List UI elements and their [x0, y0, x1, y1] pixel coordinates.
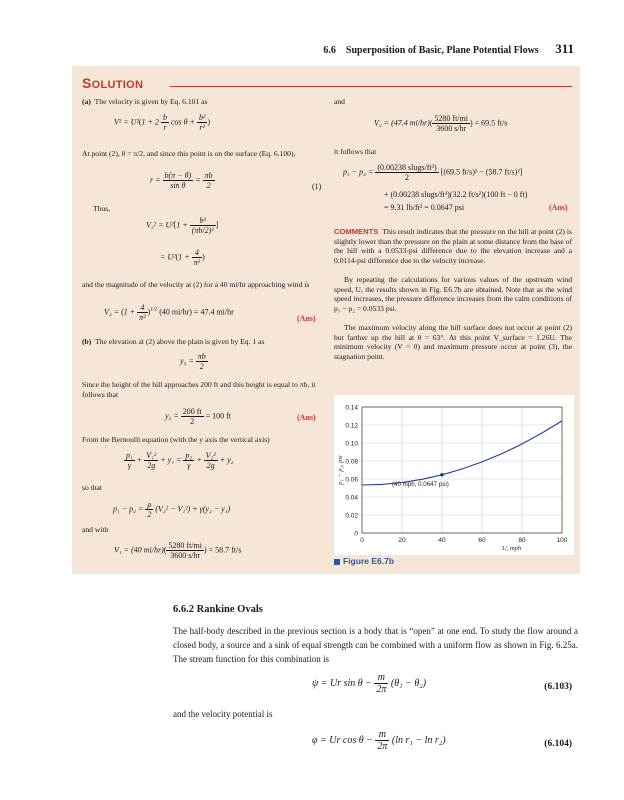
- caption-square-icon: [334, 559, 340, 565]
- dp-numeric-eq-3: = 9.31 lb/ft² = 0.0647 psi: [384, 203, 465, 212]
- answer-dp: (Ans): [549, 203, 568, 212]
- y2-value-eq: y₂ = $\frac{200 ft}{2}$ = 100 ft: [165, 407, 232, 426]
- eq1-label: (1): [312, 182, 322, 191]
- v2-squared-eq: V₂² = U²[1 + $\frac{\text{b²}}{\text{(πb/2)²}}$ ]: [146, 216, 219, 235]
- x-tick-label: 60: [478, 537, 486, 544]
- x-axis-label: U, mph: [502, 545, 522, 552]
- bernoulli-text: From the Bernoulli equation (with the y axis the vertical axis): [82, 435, 270, 444]
- data-marker-point: [440, 473, 444, 477]
- y-tick-label: 0: [354, 530, 358, 538]
- x-tick-label: 40: [438, 537, 446, 544]
- eq-6-104: φ = Ur cos θ − $\frac{m}{2\pi}$ (ln r₁ − ln r₂): [312, 729, 446, 752]
- since-text: Since the height of the hill approaches 200 ft and this height is equal to πb, it follows that: [82, 380, 316, 399]
- y-tick-label: 0.08: [345, 458, 358, 466]
- velocity-eq: V² = U²(1 + 2 $\frac{b}{r}$ cos θ + $\frac{\text{b²}}{\text{r²}}$ ): [114, 113, 211, 132]
- chart-background: [334, 395, 574, 555]
- data-marker-label: (40 mph, 0.0647 psi): [392, 480, 449, 488]
- part-b-text: (b) The elevation at (2) above the plain is given by Eq. 1 as: [82, 337, 265, 346]
- y-axis-label: p₁ − p₂, psi: [337, 455, 344, 485]
- magnitude-text: and the magnitude of the velocity at (2) for a 40 mi/hr approaching wind is: [82, 280, 310, 289]
- solution-title: SOLUTION: [82, 75, 144, 91]
- dp-numeric-eq-1: p₁ − p₂ = $\frac{\text{(0.00238 slugs/ft³)}}{2}$ [(69.5 ft/s)² − (58.7 ft/s)²]: [343, 163, 523, 182]
- answer-y2: (Ans): [297, 413, 316, 422]
- bernoulli-eq: $\frac{\text{p₁}}{\gamma}$ + $\frac{\text{V₁²}}{2g}$ + y₁ = $\frac{\text{p₂}}{\gamma}$ + $\frac{\text{V₂²}}{2g}$ + y₂: [126, 451, 234, 470]
- pressure-chart: [334, 395, 574, 555]
- solution-rule: [170, 86, 572, 87]
- dp-numeric-eq-2: + (0.00238 slugs/ft³)(32.2 ft/s²)(100 ft − 0 ft): [384, 190, 528, 199]
- section-para-2: and the velocity potential is: [173, 709, 273, 719]
- running-header: [323, 41, 574, 57]
- thus-text: Thus,: [93, 204, 111, 213]
- radius-eq: r = $\frac{b(\pi - \theta)}{\text{sin θ}}$ = $\frac{\pi b}{2}$: [150, 171, 213, 190]
- v2-squared-eq-2: = U²(1 + $\frac{4}{\text{π²}}$ ): [160, 248, 205, 267]
- y-tick-label: 0.04: [345, 494, 358, 502]
- figure-caption: Figure E6.7b: [334, 556, 394, 566]
- comments-p2: By repeating the calculations for various values of the upstream wind speed, U, the results shown in Fig. E6.7b are obtained. Note that as the wind speed increases, the pressure difference increases from the calm conditions of p₁ − p₂ = 0.0533 psi.: [334, 275, 572, 313]
- x-tick-label: 0: [360, 537, 364, 544]
- y-tick-label: 0.14: [345, 404, 358, 412]
- y-tick-label: 0.10: [345, 440, 358, 448]
- part-a-text: (a) The velocity is given by Eq. 6.101 as: [82, 97, 208, 106]
- comments-p1: COMMENTS This result indicates that the pressure on the hill at point (2) is slightly lower than the pressure on the plain at some distance from the base of the hill with a 0.0533-psi difference due to the elevation increase and a 0.0114-psi difference due to the velocity increase.: [334, 227, 573, 265]
- header-section-title: Superposition of Basic, Plane Potential Flows: [345, 45, 539, 56]
- pressure-diff-eq: p₁ − p₂ = $\frac{\rho}{2}$ (V₂² − V₁²) + γ(y₂ − y₁): [113, 500, 231, 519]
- eq-6-103: ψ = Ur sin θ − $\frac{m}{2\pi}$ (θ₁ − θ₂): [312, 672, 427, 695]
- and-text: and: [334, 97, 345, 106]
- y2-eq: y₂ = $\frac{\pi b}{2}$: [180, 352, 206, 371]
- y-tick-label: 0.06: [345, 476, 358, 484]
- and-with-text: and with: [82, 525, 109, 534]
- follows-text: it follows that: [334, 147, 377, 156]
- x-tick-label: 20: [398, 537, 406, 544]
- v1-eq: V₁ = (40 mi/hr)( $\frac{5280 ft/mi}{3600 s/hr}$ ) = 58.7 ft/s: [114, 541, 242, 560]
- page-number: 311: [555, 41, 574, 56]
- y-tick-label: 0.12: [345, 422, 358, 430]
- so-that-text: so that: [82, 483, 103, 492]
- eq-6-104-label: (6.104): [544, 739, 572, 749]
- v2-fts-eq: V₂ = (47.4 mi/hr)( $\frac{5280 ft/mi}{3600 s/hr}$ ) = 69.5 ft/s: [374, 114, 508, 133]
- at-point-text: At point (2), θ = π/2, and since this point is on the surface (Eq. 6.100),: [82, 149, 296, 158]
- comments-p3: The maximum velocity along the hill surface does not occur at point (2) but farther up the hill at θ = 63°. At this point V_surface = 1.26U. The minimum velocity (V = 0) and maximum pressure occur at point (3), the stagnation point.: [334, 323, 572, 361]
- v2-result-eq: V₂ = (1 + $\frac{4}{\text{π²}}$ )$^{1/2}$ (40 mi/hr) = 47.4 mi/hr: [104, 303, 234, 322]
- x-tick-label: 100: [556, 537, 568, 544]
- eq-6-103-label: (6.103): [544, 682, 572, 692]
- section-para-1: The half-body described in the previous section is a body that is “open” at one end. To study the flow around a closed body, a source and a sink of equal strength can be combined with a uniform flow as shown in Fig. 6.25a. The stream function for this combination is: [173, 626, 578, 664]
- y-tick-label: 0.02: [345, 512, 358, 520]
- header-section-number: 6.6: [323, 45, 336, 56]
- section-title: 6.6.2 Rankine Ovals: [173, 604, 263, 615]
- answer-v2: (Ans): [297, 314, 316, 323]
- x-tick-label: 80: [518, 537, 526, 544]
